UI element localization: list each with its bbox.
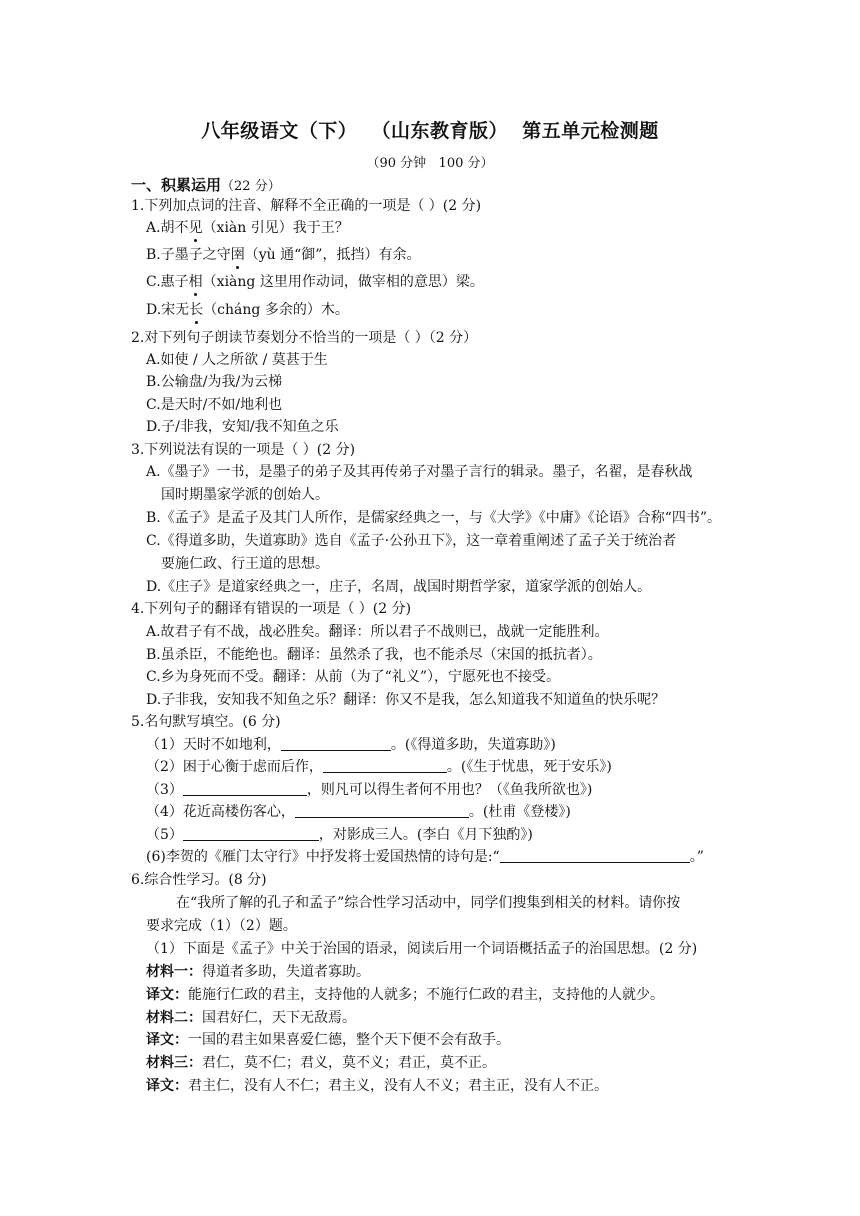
- fill-item-3: （3） ，则凡可以得生者何不用也？（《鱼我所欲也》): [146, 782, 593, 798]
- translation-3: 译文：君主仁，没有人不仁；君主义，没有人不义；君主正，没有人不正。: [146, 1078, 608, 1094]
- question-3-option-c-cont: 要施仁政、行王道的思想。: [161, 556, 329, 572]
- material-label: 材料一：: [146, 964, 202, 980]
- question-3-option-d: D.《庄子》是道家经典之一，庄子，名周，战国时期哲学家，道家学派的创始人。: [146, 579, 652, 595]
- question-2-option-d: D.子/非我，安知/我不知鱼之乐: [146, 419, 339, 435]
- dotted-word: 见: [188, 220, 203, 236]
- translation-label: 译文：: [146, 1032, 188, 1048]
- question-3-option-c: C.《得道多助，失道寡助》选自《孟子·公孙丑下》，这一章着重阐述了孟子关于统治者: [146, 533, 677, 549]
- fill-item-2: （2）困于心衡于虑而后作， 。(《生于忧患，死于安乐》): [146, 759, 612, 775]
- material-2: 材料二：国君好仁，天下无敌焉。: [146, 1010, 356, 1026]
- exam-duration-score: （90 分钟 100 分）: [366, 156, 494, 171]
- material-label: 材料三：: [146, 1055, 202, 1071]
- dotted-word: 长: [189, 302, 204, 318]
- question-1-option-b: B.子墨子之守圉（yù 通“御”，抵挡）有余。: [146, 247, 421, 263]
- answer-blank[interactable]: [323, 758, 447, 773]
- question-6-sub-1: （1）下面是《孟子》中关于治国的语录，阅读后用一个词语概括孟子的治国思想。(2 分): [146, 941, 698, 957]
- question-2-option-a: A.如使 / 人之所欲 / 莫甚于生: [146, 352, 328, 368]
- question-1-option-d: D.宋无长（cháng 多余的）木。: [146, 302, 349, 318]
- question-3-option-a: A.《墨子》一书，是墨子的弟子及其再传弟子对墨子言行的辑录。墨子，名翟，是春秋战: [146, 464, 693, 480]
- section-heading: [131, 176, 281, 196]
- question-3-option-b: B.《孟子》是孟子及其门人所作，是儒家经典之一，与《大学》《中庸》《论语》合称“四书”。: [146, 510, 722, 526]
- dotted-word: 相: [188, 274, 203, 290]
- translation-2: 译文：一国的君主如果喜爱仁德，整个天下便不会有敌手。: [146, 1032, 510, 1048]
- question-2-stem: 2.对下列句子朗读节奏划分不恰当的一项是（ ）（2 分）: [131, 330, 478, 346]
- question-2-option-c: C.是天时/不如/地利也: [146, 397, 283, 413]
- question-3-option-a-cont: 国时期墨家学派的创始人。: [161, 487, 329, 503]
- fill-item-1: （1）天时不如地利， 。(《得道多助，失道寡助》): [146, 737, 556, 753]
- question-5-stem: 5.名句默写填空。(6 分): [131, 714, 281, 730]
- question-1-option-c: C.惠子相（xiàng 这里用作动词，做宰相的意思）梁。: [146, 274, 484, 290]
- answer-blank[interactable]: [183, 781, 307, 796]
- answer-blank[interactable]: [281, 736, 391, 751]
- question-4-option-a: A.故君子有不战，战必胜矣。翻译：所以君子不战则已，战就一定能胜利。: [146, 624, 609, 640]
- answer-blank[interactable]: [295, 803, 469, 818]
- question-6-stem: 6.综合性学习。(8 分): [131, 872, 267, 888]
- dotted-word: 圉: [230, 247, 245, 263]
- question-3-stem: 3.下列说法有误的一项是（ ）(2 分): [131, 442, 356, 458]
- page-title: 八年级语文（下） （山东教育版） 第五单元检测题: [201, 120, 659, 142]
- material-1: 材料一：得道者多助，失道者寡助。: [146, 964, 370, 980]
- question-4-option-c: C.乡为身死而不受。翻译：从前（为了“礼义”），宁愿死也不接受。: [146, 669, 560, 685]
- question-1-stem: 1.下列加点词的注音、解释不全正确的一项是（ ）(2 分): [131, 198, 482, 214]
- translation-label: 译文：: [146, 987, 188, 1003]
- fill-item-6: (6)李贺的《雁门太守行》中抒发将士爱国热情的诗句是:“ 。”: [146, 849, 704, 865]
- question-6-intro-cont: 要求完成（1）（2）题。: [146, 918, 297, 934]
- material-3: 材料三：君仁，莫不仁；君义，莫不义；君正，莫不正。: [146, 1055, 496, 1071]
- fill-item-4: （4）花近高楼伤客心， 。(杜甫《登楼》): [146, 804, 571, 820]
- fill-item-5: （5） ，对影成三人。(李白《月下独酌》): [146, 827, 533, 843]
- answer-blank[interactable]: [500, 848, 690, 863]
- question-2-option-b: B.公输盘/为我/为云梯: [146, 374, 283, 390]
- translation-1: 译文：能施行仁政的君主，支持他的人就多；不施行仁政的君主，支持他的人就少。: [146, 987, 664, 1003]
- question-4-option-d: D.子非我，安知我不知鱼之乐？翻译：你又不是我，怎么知道我不知道鱼的快乐呢？: [146, 692, 666, 708]
- section-points: （22 分）: [221, 179, 281, 194]
- section-title: 一、积累运用: [131, 176, 222, 194]
- question-1-option-a: A.胡不见（xiàn 引见）我于王？: [146, 220, 349, 236]
- question-4-option-b: B.虽杀臣，不能绝也。翻译：虽然杀了我，也不能杀尽（宋国的抵抗者）。: [146, 647, 602, 663]
- answer-blank[interactable]: [183, 826, 319, 841]
- question-6-intro: 在“我所了解的孔子和孟子”综合性学习活动中，同学们搜集到相关的材料。请你按: [176, 895, 681, 911]
- material-label: 材料二：: [146, 1010, 202, 1026]
- translation-label: 译文：: [146, 1078, 188, 1094]
- question-4-stem: 4.下列句子的翻译有错误的一项是（ ）(2 分): [131, 601, 412, 617]
